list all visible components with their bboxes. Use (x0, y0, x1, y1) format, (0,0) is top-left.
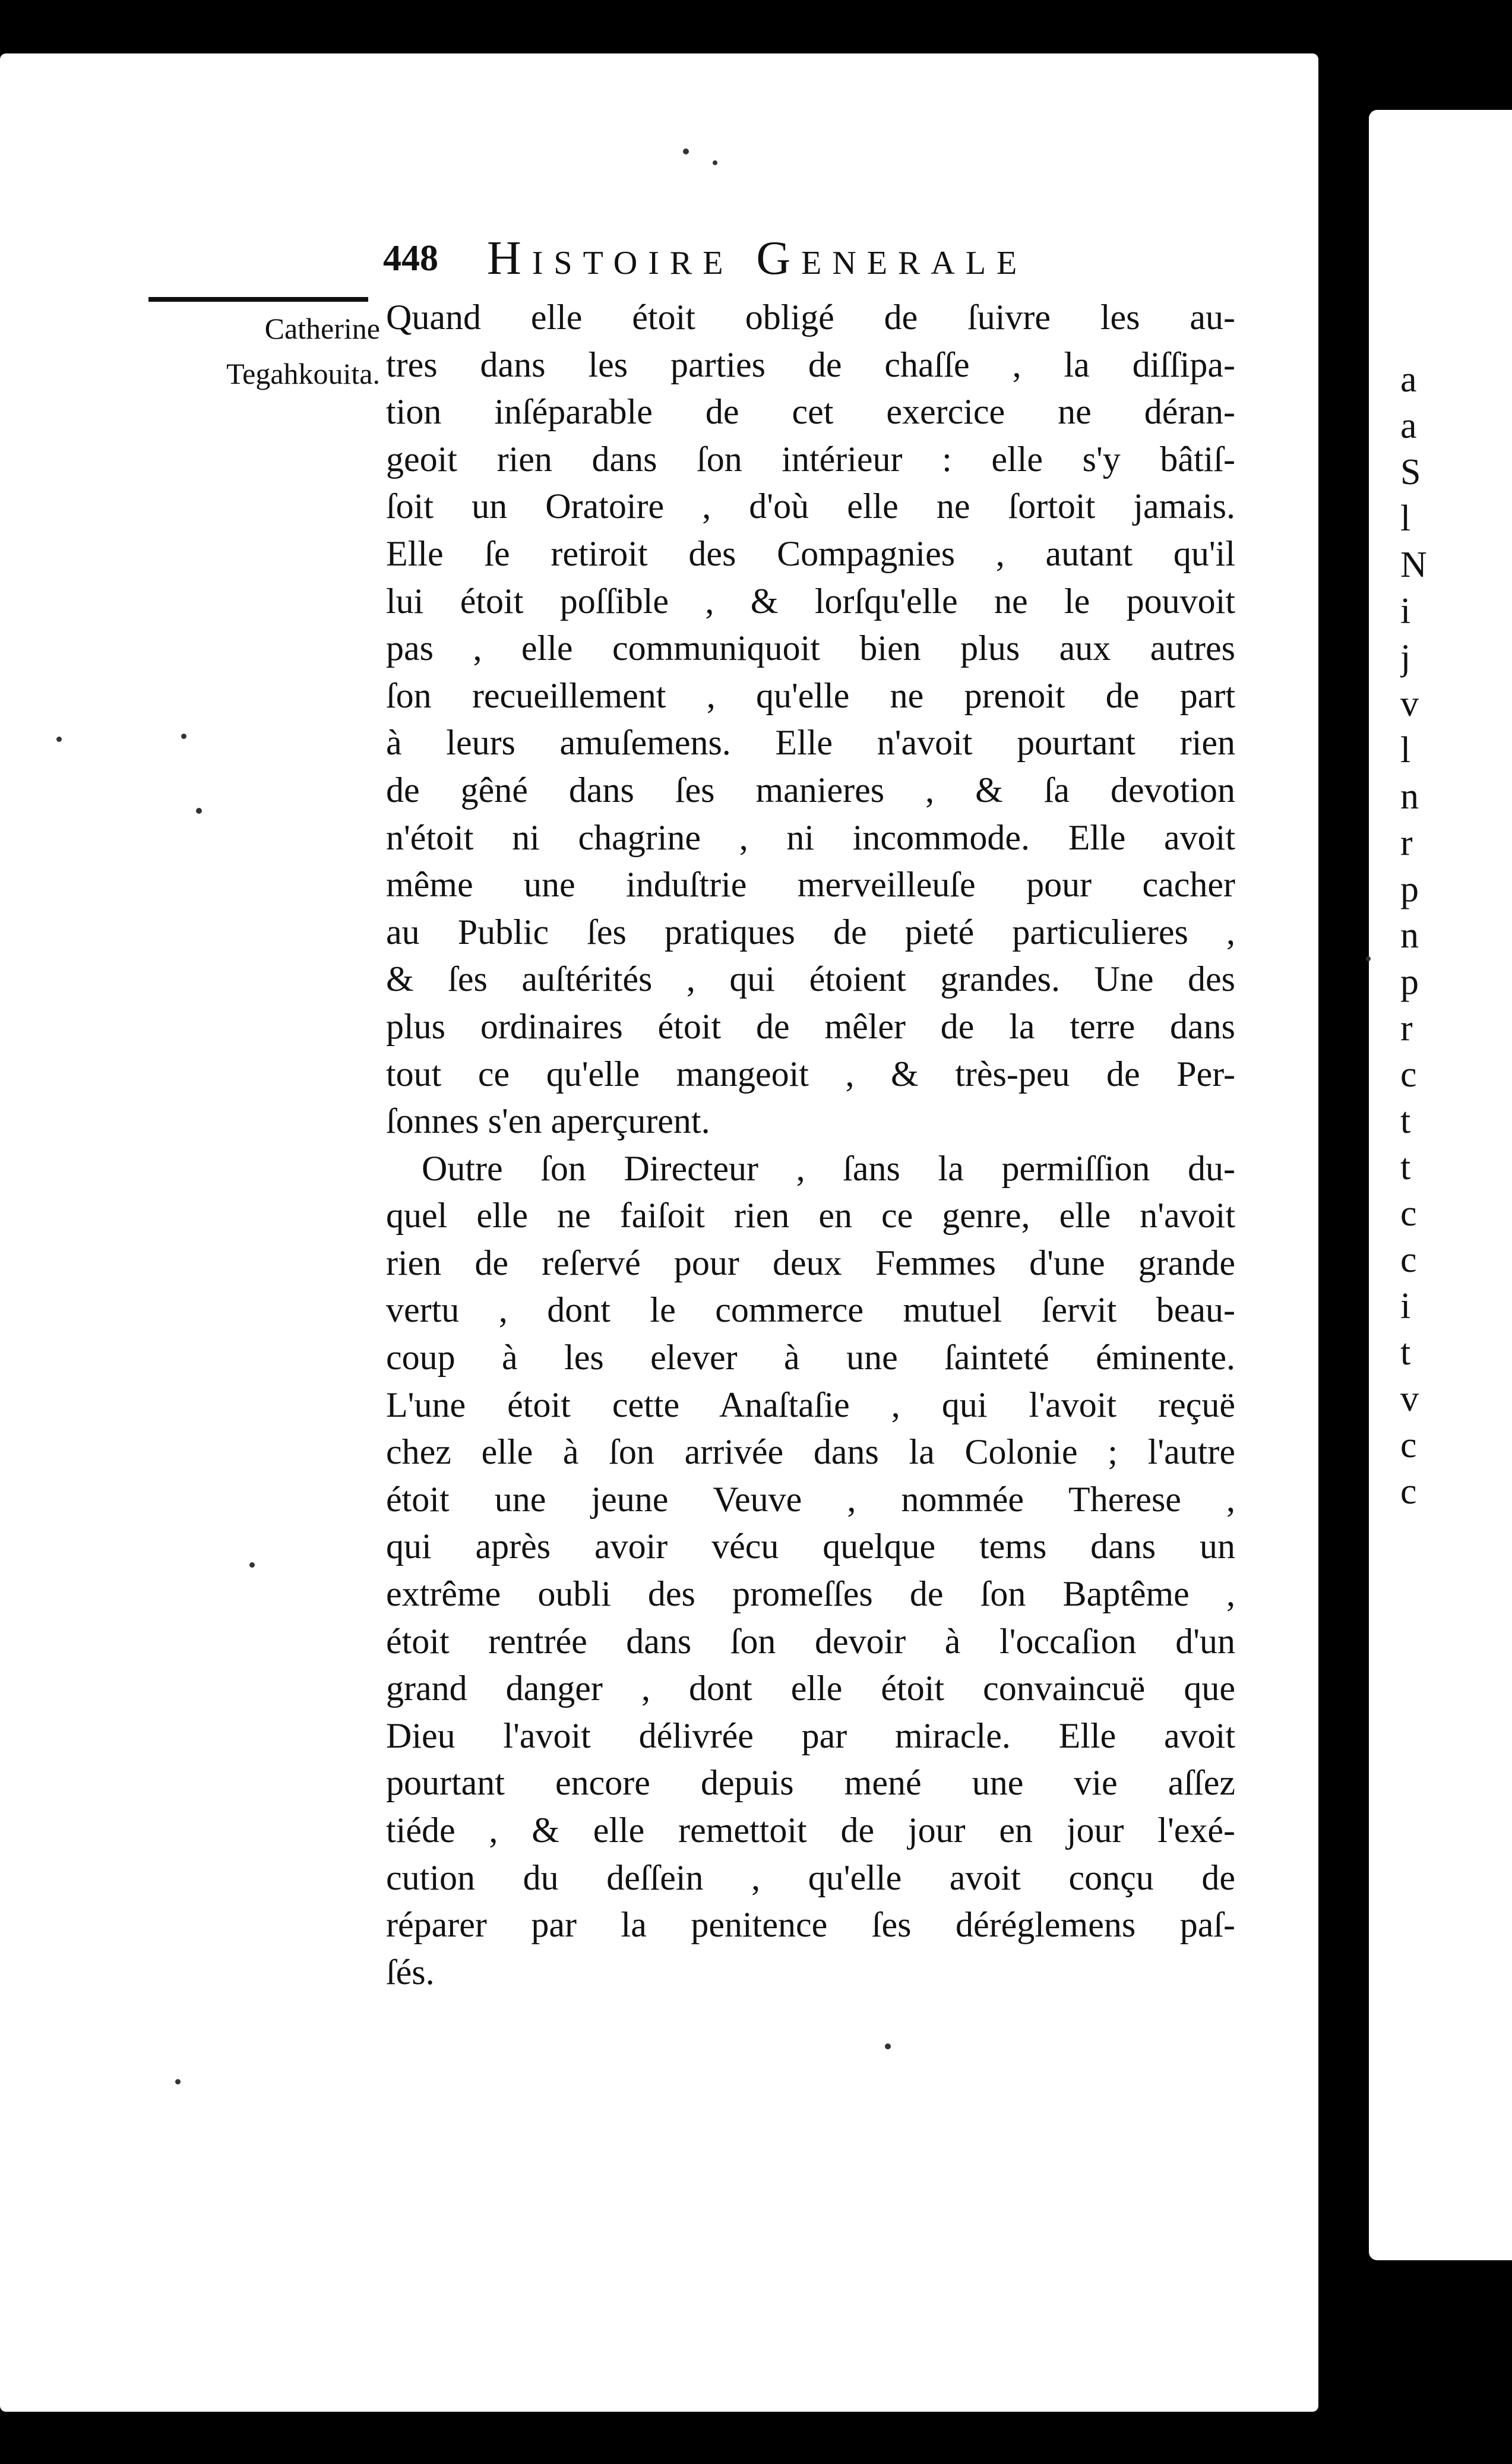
scan-speck (56, 737, 62, 742)
text-line: à leurs amuſemens. Elle n'avoit pourtant rien (386, 723, 1235, 763)
text-line: pas , elle communiquoit bien plus aux autres (386, 628, 1235, 668)
page-header (383, 232, 1214, 291)
text-line: geoit rien dans ſon intérieur : elle s'y bâtiſ- (386, 439, 1235, 479)
margin-note (148, 306, 380, 396)
text-line: tion inſéparable de cet exercice ne déran- (386, 392, 1235, 432)
scan-speck (885, 2043, 891, 2049)
text-line: même une induſtrie merveilleuſe pour cacher (386, 865, 1235, 905)
adjacent-page-letter: c (1400, 1240, 1417, 1280)
adjacent-page-letter: l (1400, 730, 1411, 770)
adjacent-page-letter: i (1400, 591, 1411, 631)
text-line: réparer par la penitence ſes déréglemens paſ- (386, 1905, 1235, 1945)
scan-speck (683, 149, 689, 154)
running-title: Histoire Generale (487, 232, 1028, 285)
adjacent-page-letter: p (1400, 869, 1419, 909)
adjacent-page-letter: v (1400, 1379, 1419, 1419)
adjacent-page-letter: p (1400, 962, 1419, 1002)
text-line: Elle ſe retiroit des Compagnies , autant qu'il (386, 533, 1235, 573)
adjacent-page-letter: t (1400, 1332, 1411, 1373)
adjacent-page-letter: c (1400, 1054, 1417, 1095)
text-line: n'étoit ni chagrine , ni incommode. Elle avoit (386, 817, 1235, 857)
margin-note-line: Catherine (264, 312, 380, 345)
adjacent-page-letter: r (1400, 1008, 1413, 1048)
scan-speck (713, 160, 717, 165)
adjacent-page-letter: c (1400, 1193, 1417, 1234)
text-line: vertu , dont le commerce mutuel ſervit beau- (386, 1290, 1235, 1330)
adjacent-page-letter: i (1400, 1286, 1411, 1326)
text-line: Quand elle étoit obligé de ſuivre les au- (386, 298, 1235, 337)
adjacent-page-letter: r (1400, 823, 1413, 863)
text-line: pourtant encore depuis mené une vie aſſez (386, 1763, 1235, 1803)
adjacent-page-letter: c (1400, 1425, 1417, 1465)
text-line: lui étoit poſſible , & lorſqu'elle ne le pouvoit (386, 581, 1235, 621)
adjacent-page-letter: n (1400, 776, 1419, 817)
text-line: étoit rentrée dans ſon devoir à l'occaſion d'un (386, 1621, 1235, 1661)
text-line: Dieu l'avoit délivrée par miracle. Elle avoit (386, 1716, 1235, 1755)
adjacent-page-letter: t (1400, 1101, 1411, 1141)
margin-note-line: Tegahkouita. (226, 357, 380, 390)
text-line: L'une étoit cette Anaſtaſie , qui l'avoit reçuë (386, 1385, 1235, 1424)
scan-speck (249, 1562, 255, 1568)
text-line: & ſes auſtérités , qui étoient grandes. Une des (386, 959, 1235, 999)
scan-speck (1366, 956, 1371, 961)
scan-speck (181, 734, 186, 739)
text-line: grand danger , dont elle étoit convaincuë que (386, 1669, 1235, 1708)
adjacent-page-letter: v (1400, 684, 1419, 724)
adjacent-page-letter: j (1400, 637, 1411, 678)
text-line: au Public ſes pratiques de pieté particulieres , (386, 912, 1235, 952)
text-line: cution du deſſein , qu'elle avoit conçu de (386, 1858, 1235, 1897)
adjacent-page-letter: a (1400, 359, 1417, 400)
text-line: ſoit un Oratoire , d'où elle ne ſortoit jamais. (386, 487, 1235, 526)
adjacent-page-letter: n (1400, 915, 1419, 956)
text-line: Outre ſon Directeur , ſans la permiſſion du- (422, 1148, 1235, 1188)
text-line: tres dans les parties de chaſſe , la diſſipa- (386, 345, 1235, 384)
body-text (386, 294, 1235, 1996)
adjacent-page-letter: c (1400, 1471, 1417, 1512)
text-line: extrême oubli des promeſſes de ſon Baptême , (386, 1574, 1235, 1614)
text-line: quel elle ne faiſoit rien en ce genre, elle n'avoit (386, 1196, 1235, 1236)
adjacent-page-text (1400, 356, 1478, 1515)
adjacent-page-letter: l (1400, 498, 1411, 539)
text-line: rien de reſervé pour deux Femmes d'une grande (386, 1243, 1235, 1282)
page-number: 448 (383, 238, 438, 279)
adjacent-page-letter: t (1400, 1147, 1411, 1187)
text-line: ſonnes s'en aperçurent. (386, 1101, 710, 1141)
text-line: plus ordinaires étoit de mêler de la terre dans (386, 1006, 1235, 1046)
adjacent-page-letter: a (1400, 406, 1417, 446)
text-line: étoit une jeune Veuve , nommée Therese , (386, 1479, 1235, 1519)
text-line: ſés. (386, 1952, 435, 1992)
text-line: ſon recueillement , qu'elle ne prenoit de part (386, 675, 1235, 715)
adjacent-page-letter: S (1400, 452, 1421, 492)
text-line: chez elle à ſon arrivée dans la Colonie ; l'autre (386, 1432, 1235, 1472)
text-line: tiéde , & elle remettoit de jour en jour l'exé- (386, 1811, 1235, 1850)
adjacent-page-letter: N (1400, 545, 1427, 585)
text-line: coup à les elever à une ſainteté éminente. (386, 1338, 1235, 1378)
text-line: de gêné dans ſes manieres , & ſa devotion (386, 770, 1235, 810)
text-line: qui après avoir vécu quelque tems dans un (386, 1527, 1235, 1566)
scan-speck (196, 808, 202, 814)
text-line: tout ce qu'elle mangeoit , & très-peu de Per- (386, 1054, 1235, 1094)
scan-speck (175, 2079, 181, 2084)
margin-rule (148, 297, 368, 302)
